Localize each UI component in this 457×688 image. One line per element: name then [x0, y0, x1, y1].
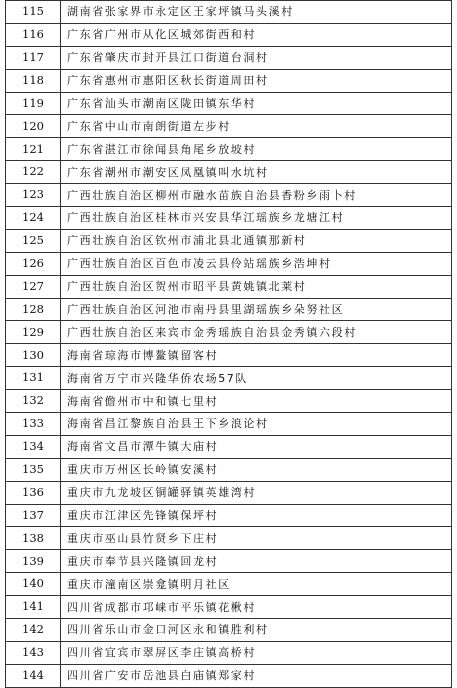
row-number: 129: [6, 321, 61, 344]
village-name: 广东省湛江市徐闻县角尾乡放坡村: [61, 138, 452, 161]
village-name: 广西壮族自治区桂林市兴安县华江瑶族乡龙塘江村: [61, 207, 452, 230]
village-name: 重庆市奉节县兴隆镇回龙村: [61, 550, 452, 573]
table-row: [6, 504, 452, 527]
row-number: 139: [6, 550, 61, 573]
village-name: 海南省昌江黎族自治县王下乡浪论村: [61, 413, 452, 436]
village-name: 广东省惠州市惠阳区秋长街道周田村: [61, 69, 452, 92]
row-number: 125: [6, 229, 61, 252]
table-row: [6, 527, 452, 550]
row-number: 135: [6, 458, 61, 481]
village-list-table: [5, 0, 452, 688]
village-name: 广西壮族自治区来宾市金秀瑶族自治县金秀镇六段村: [61, 321, 452, 344]
village-name: 广西壮族自治区钦州市浦北县北通镇那新村: [61, 229, 452, 252]
village-name: 重庆市万州区长岭镇安溪村: [61, 458, 452, 481]
village-name: 重庆市江津区先锋镇保坪村: [61, 504, 452, 527]
table-row: [6, 1, 452, 24]
table-row: [6, 207, 452, 230]
village-name: 海南省琼海市博鳌镇留客村: [61, 344, 452, 367]
table-row: [6, 321, 452, 344]
row-number: 124: [6, 207, 61, 230]
table-row: [6, 115, 452, 138]
table-row: [6, 573, 452, 596]
table-row: [6, 92, 452, 115]
village-name: 四川省广安市岳池县白庙镇郑家村: [61, 664, 452, 687]
table-row: [6, 458, 452, 481]
row-number: 136: [6, 481, 61, 504]
row-number: 143: [6, 641, 61, 664]
table-row: [6, 413, 452, 436]
row-number: 120: [6, 115, 61, 138]
row-number: 121: [6, 138, 61, 161]
village-name: 湖南省张家界市永定区王家坪镇马头溪村: [61, 1, 452, 24]
village-name: 重庆市九龙坡区铜罐驿镇英雄湾村: [61, 481, 452, 504]
table-row: [6, 367, 452, 390]
village-name: 广东省肇庆市封开县江口街道台洞村: [61, 46, 452, 69]
village-name: 广东省潮州市潮安区凤凰镇叫水坑村: [61, 161, 452, 184]
row-number: 130: [6, 344, 61, 367]
row-number: 138: [6, 527, 61, 550]
village-name: 四川省乐山市金口河区永和镇胜利村: [61, 619, 452, 642]
row-number: 132: [6, 390, 61, 413]
table-row: [6, 641, 452, 664]
row-number: 119: [6, 92, 61, 115]
table-row: [6, 550, 452, 573]
village-name: 广西壮族自治区百色市凌云县伶站瑶族乡浩坤村: [61, 252, 452, 275]
table-row: [6, 23, 452, 46]
table-row: [6, 161, 452, 184]
row-number: 128: [6, 298, 61, 321]
row-number: 142: [6, 619, 61, 642]
row-number: 141: [6, 596, 61, 619]
table-row: [6, 390, 452, 413]
village-name: 广东省汕头市潮南区陇田镇东华村: [61, 92, 452, 115]
row-number: 116: [6, 23, 61, 46]
table-body: [6, 1, 452, 688]
row-number: 123: [6, 184, 61, 207]
village-name: 海南省儋州市中和镇七里村: [61, 390, 452, 413]
village-name: 广西壮族自治区贺州市昭平县黄姚镇北莱村: [61, 275, 452, 298]
table-row: [6, 481, 452, 504]
row-number: 115: [6, 1, 61, 24]
row-number: 131: [6, 367, 61, 390]
row-number: 134: [6, 435, 61, 458]
village-name: 广东省广州市从化区城郊街西和村: [61, 23, 452, 46]
row-number: 126: [6, 252, 61, 275]
row-number: 144: [6, 664, 61, 687]
row-number: 118: [6, 69, 61, 92]
row-number: 117: [6, 46, 61, 69]
row-number: 140: [6, 573, 61, 596]
table-row: [6, 229, 452, 252]
table-row: [6, 298, 452, 321]
village-name: 重庆市潼南区崇龛镇明月社区: [61, 573, 452, 596]
village-name: 广西壮族自治区柳州市融水苗族自治县香粉乡雨卜村: [61, 184, 452, 207]
village-name: 海南省文昌市潭牛镇大庙村: [61, 435, 452, 458]
table-row: [6, 69, 452, 92]
row-number: 127: [6, 275, 61, 298]
village-name: 四川省宜宾市翠屏区李庄镇高桥村: [61, 641, 452, 664]
village-name: 重庆市巫山县竹贤乡下庄村: [61, 527, 452, 550]
row-number: 133: [6, 413, 61, 436]
row-number: 122: [6, 161, 61, 184]
table-row: [6, 435, 452, 458]
table-row: [6, 46, 452, 69]
village-name: 海南省万宁市兴隆华侨农场57队: [61, 367, 452, 390]
table-row: [6, 184, 452, 207]
village-name: 广西壮族自治区河池市南丹县里湖瑶族乡朵努社区: [61, 298, 452, 321]
village-name: 广东省中山市南朗街道左步村: [61, 115, 452, 138]
table-row: [6, 344, 452, 367]
table-row: [6, 619, 452, 642]
table-row: [6, 252, 452, 275]
table-row: [6, 275, 452, 298]
table-row: [6, 664, 452, 687]
table-row: [6, 596, 452, 619]
village-name: 四川省成都市邛崃市平乐镇花楸村: [61, 596, 452, 619]
row-number: 137: [6, 504, 61, 527]
table-row: [6, 138, 452, 161]
